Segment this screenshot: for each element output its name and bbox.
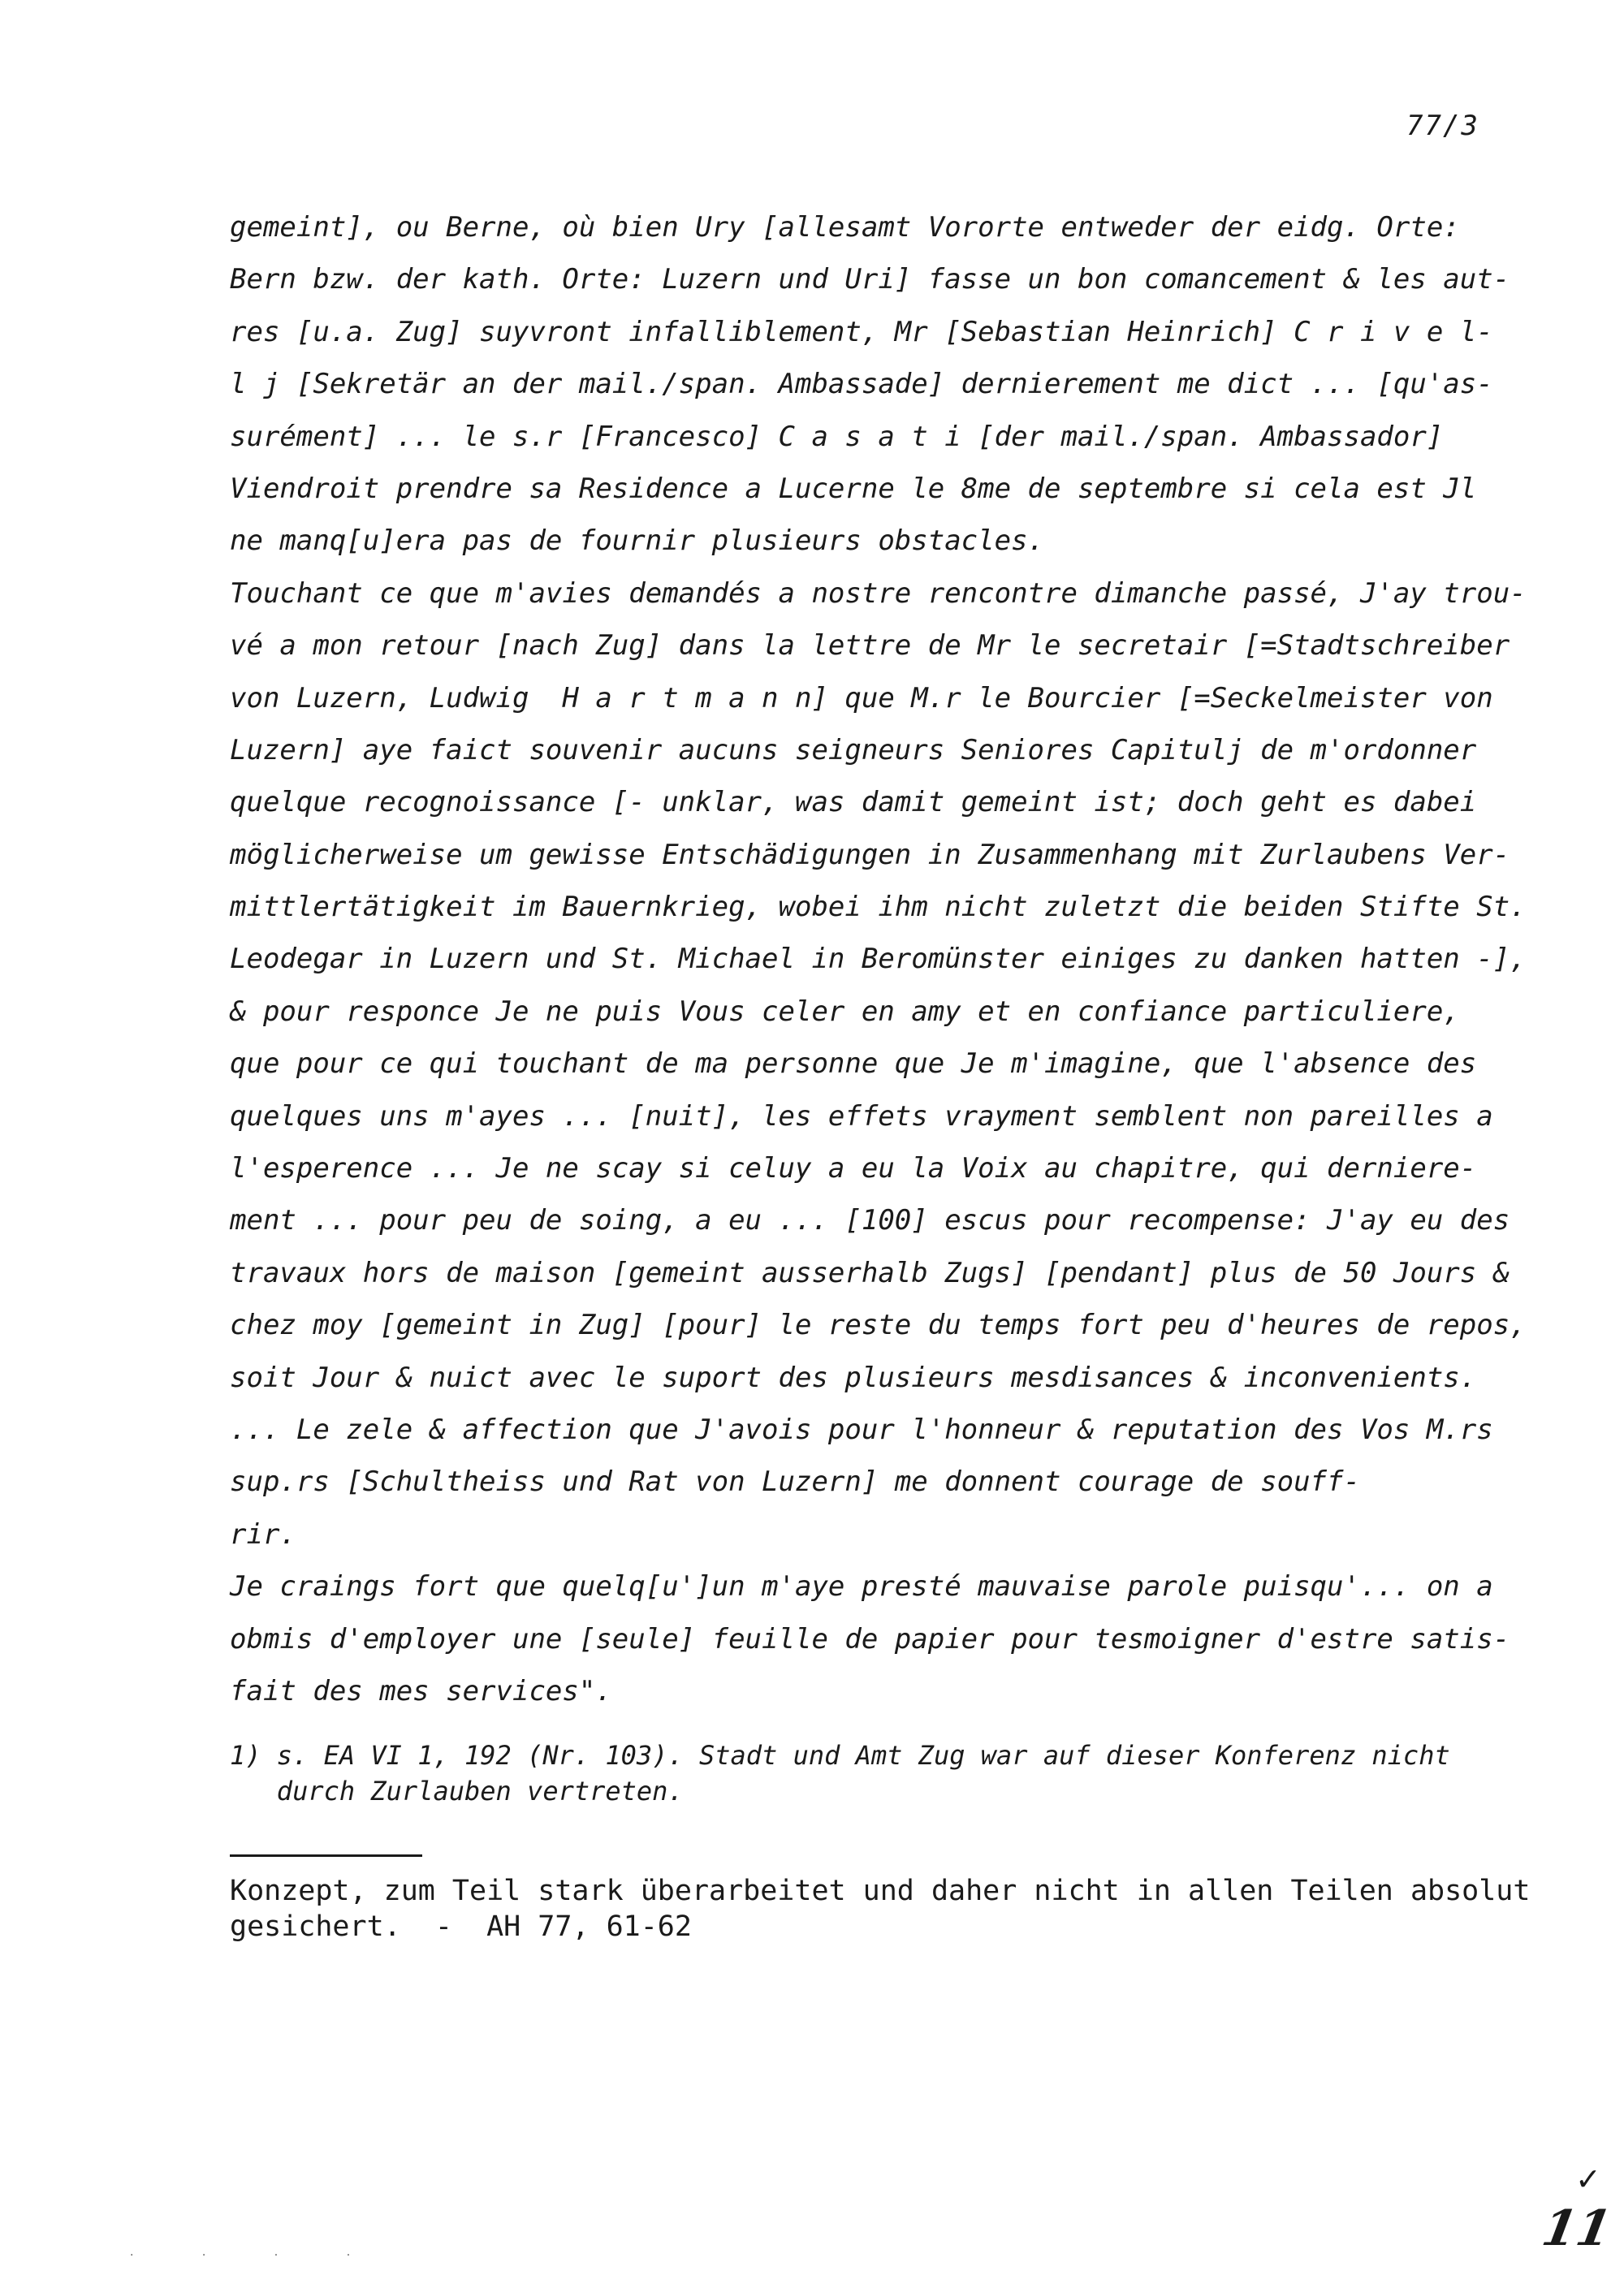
footnote-line-1: 1) s. EA VI 1, 192 (Nr. 103). Stadt und Amt Zug war auf dieser Konferenz nicht: [230, 1740, 1450, 1771]
source-note: [230, 1873, 1578, 1945]
body-line-11: Luzern] aye faict souvenir aucuns seigneurs Seniores Capitulj de m'ordonner: [230, 733, 1477, 766]
body-line-16: & pour responce Je ne puis Vous celer en amy et en confiance particuliere,: [230, 995, 1460, 1028]
body-line-1: gemeint], ou Berne, où bien Ury [allesamt Vororte entweder der eidg. Orte:: [230, 211, 1460, 244]
body-line-27: Je craings fort que quelq[u']un m'aye presté mauvaise parole puisqu'... on a: [230, 1570, 1493, 1604]
body-text: [230, 201, 1545, 1717]
body-line-10: von Luzern, Ludwig H a r t m a n n] que M.r le Bourcier [=Seckelmeister von: [230, 681, 1493, 714]
scan-artifact: · · · ·: [130, 2249, 383, 2262]
body-line-22: chez moy [gemeint in Zug] [pour] le reste du temps fort peu d'heures de repos,: [230, 1309, 1527, 1342]
body-line-2: Bern bzw. der kath. Orte: Luzern und Uri] fasse un bon comancement & les aut-: [230, 263, 1510, 296]
body-line-9: vé a mon retour [nach Zug] dans la lettre de Mr le secretair [=Stadtschreiber: [230, 629, 1510, 663]
body-line-14: mittlertätigkeit im Bauernkrieg, wobei ihm nicht zuletzt die beiden Stifte St.: [230, 891, 1527, 924]
body-line-25: sup.rs [Schultheiss und Rat von Luzern] me donnent courage de souff-: [230, 1466, 1360, 1499]
body-line-3: res [u.a. Zug] suyvront infalliblement, Mr [Sebastian Heinrich] C r i v e l-: [230, 315, 1493, 348]
footnote-rule: [230, 1854, 422, 1857]
body-line-21: travaux hors de maison [gemeint ausserhalb Zugs] [pendant] plus de 50 Jours &: [230, 1256, 1510, 1289]
body-line-7: ne manq[u]era pas de fournir plusieurs obstacles.: [230, 525, 1045, 558]
body-line-5: surément] ... le s.r [Francesco] C a s a t i [der mail./span. Ambassador]: [230, 420, 1444, 453]
body-line-28: obmis d'employer une [seule] feuille de papier pour tesmoigner d'estre satis-: [230, 1622, 1510, 1656]
source-note-line-1: Konzept, zum Teil stark überarbeitet und daher nicht in allen Teilen absolut: [230, 1875, 1531, 1907]
body-line-18: quelques uns m'ayes ... [nuit], les effets vrayment semblent non pareilles a: [230, 1099, 1493, 1133]
body-line-6: Viendroit prendre sa Residence a Lucerne le 8me de septembre si cela est Jl: [230, 472, 1477, 505]
body-line-8: Touchant ce que m'avies demandés a nostre rencontre dimanche passé, J'ay trou-: [230, 576, 1527, 610]
body-line-23: soit Jour & nuict avec le suport des plusieurs mesdisances & inconvenients.: [230, 1361, 1477, 1394]
body-line-13: möglicherweise um gewisse Entschädigungen in Zusammenhang mit Zurlaubens Ver-: [230, 838, 1510, 871]
body-line-15: Leodegar in Luzern und St. Michael in Beromünster einiges zu danken hatten -],: [230, 943, 1527, 976]
body-line-20: ment ... pour peu de soing, a eu ... [100] escus pour recompense: J'ay eu des: [230, 1204, 1510, 1237]
body-line-26: rir.: [230, 1517, 296, 1551]
body-line-12: quelque recognoissance [- unklar, was damit gemeint ist; doch geht es dabei: [230, 786, 1477, 819]
body-line-4: l j [Sekretär an der mail./span. Ambassade] dernierement me dict ... [qu'as-: [230, 368, 1493, 401]
source-note-line-2: gesichert. - AH 77, 61-62: [230, 1910, 692, 1943]
body-line-24: ... Le zele & affection que J'avois pour l'honneur & reputation des Vos M.rs: [230, 1413, 1493, 1446]
body-line-29: fait des mes services".: [230, 1674, 612, 1707]
handwritten-folio-number: 11: [1537, 2200, 1616, 2257]
check-mark-icon: ✓: [1575, 2161, 1601, 2197]
body-line-19: l'esperence ... Je ne scay si celuy a eu la Voix au chapitre, qui derniere-: [230, 1152, 1477, 1185]
page-number: 77/3: [1406, 110, 1479, 142]
body-line-17: que pour ce qui touchant de ma personne que Je m'imagine, que l'absence des: [230, 1047, 1477, 1081]
footnote-line-2: durch Zurlauben vertreten.: [230, 1776, 684, 1807]
footnote: [230, 1738, 1545, 1809]
